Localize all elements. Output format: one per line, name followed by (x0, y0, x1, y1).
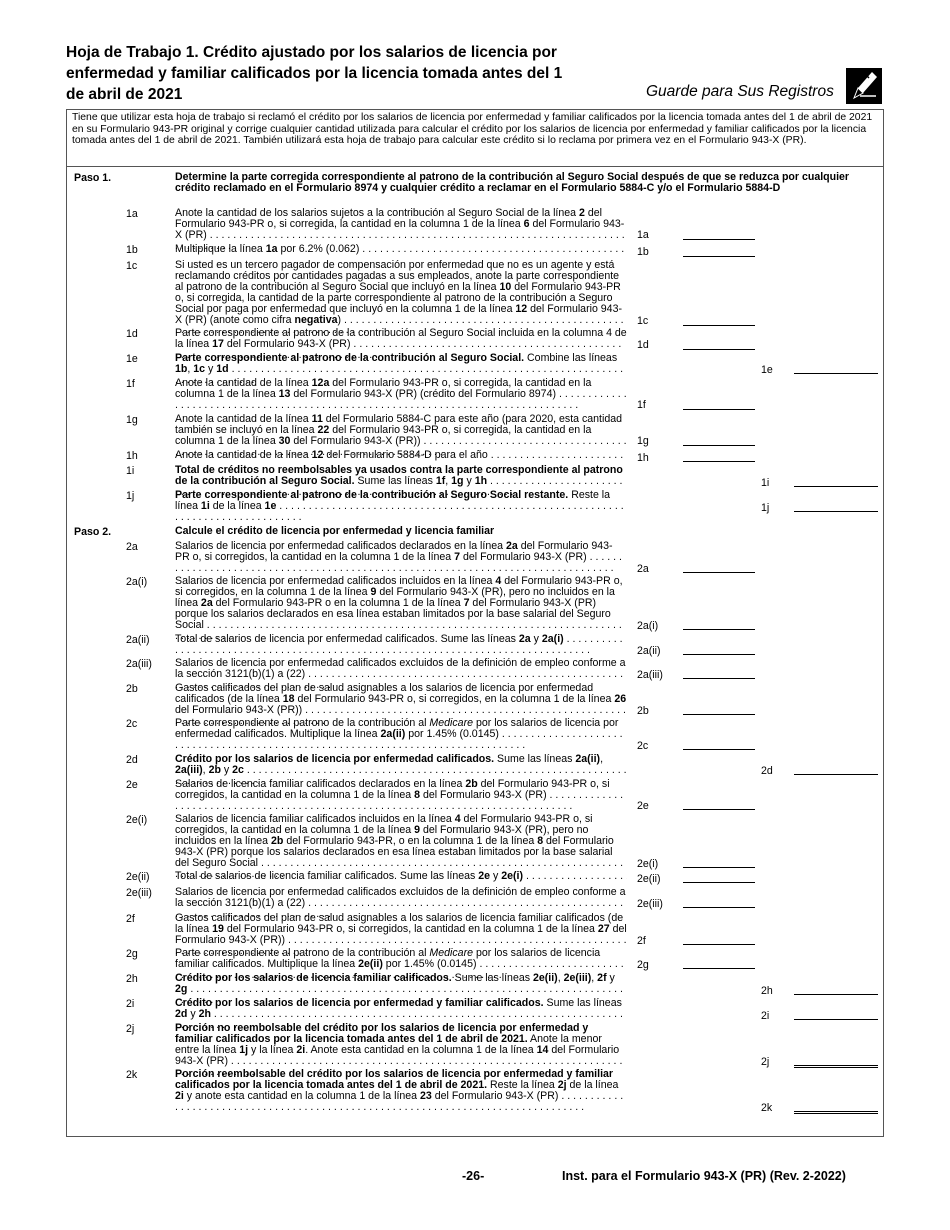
entry-line-1g[interactable] (683, 445, 755, 446)
entry-line-2c[interactable] (683, 749, 755, 750)
entry-line-2g[interactable] (683, 968, 755, 969)
line-number: 2a(i) (126, 576, 148, 588)
step2-label: Paso 2. (74, 526, 112, 538)
title-line-2: enfermedad y familiar calificados por la licencia tomada antes del 1 (66, 65, 563, 82)
entry-line-2k[interactable] (794, 1111, 878, 1114)
step2-heading: Calcule el crédito de licencia por enfermedad y licencia familiar (175, 525, 495, 537)
line-text: Crédito por los salarios de licencia por enfermedad calificados. Sume las líneas 2a(ii), 2a(iii), 2b y 2c . . . (175, 754, 627, 787)
entry-line-1b[interactable] (683, 256, 755, 257)
entry-box-label: 2f (637, 935, 646, 947)
line-text: Salarios de licencia por enfermedad calificados incluidos en la línea 4 del Formulario 943-PR o, si corregidos, en la columna 1 de la línea 9 del Formulario 943-X (PR), pero no incluidos en la línea 2a del Formulario 943-PR o en la columna 1 de la línea 7 del Formulario 943-X (PR) porque los salarios declarados en esa línea estaban limitados por la base salarial del Seguro Social . . . (175, 576, 627, 641)
line-text: Crédito por los salarios de licencia por enfermedad y familiar calificados. Sume las líneas 2d y 2h . . . (175, 998, 627, 1031)
line-text: Anote la cantidad de los salarios sujetos a la contribución al Seguro Social de la línea 2 del Formulario 943-PR o, si corregida, la cantidad en la columna 1 de la línea 6 del Formulario 943-X (PR) . . . (175, 208, 627, 252)
pencil-icon-graphic (846, 68, 882, 104)
line-number: 1b (126, 244, 138, 256)
line-number: 1h (126, 450, 138, 462)
line-number: 2a(ii) (126, 634, 150, 646)
entry-box-label: 1d (637, 339, 649, 351)
entry-box-label: 2b (637, 705, 649, 717)
entry-box-label: 2a(i) (637, 620, 659, 632)
line-text: Parte correspondiente al patrono de la contribución al Seguro Social incluida en la columna 4 de la línea 17 del Formulario 943-X (PR) . . . (175, 328, 627, 361)
entry-line-2e-iii[interactable] (683, 907, 755, 908)
entry-line-2e[interactable] (683, 809, 755, 810)
entry-box-label: 2d (761, 765, 773, 777)
page-number: -26- (462, 1169, 485, 1183)
line-text: Anote la cantidad de la línea 12a del Formulario 943-PR o, si corregida, la cantidad en la columna 1 de la línea 13 del Formulario 943-X (PR) (crédito del Formulario 8974) . . . (175, 378, 627, 411)
line-text: Parte correspondiente al patrono de la contribución al Seguro Social. Combine las líneas 1b, 1c y 1d . . . (175, 353, 627, 386)
entry-line-1i[interactable] (794, 486, 878, 487)
entry-line-2b[interactable] (683, 714, 755, 715)
line-number: 1d (126, 328, 138, 340)
line-number: 2c (126, 718, 138, 730)
entry-box-label: 1a (637, 229, 649, 241)
line-number: 2f (126, 913, 135, 925)
form-reference: Inst. para el Formulario 943-X (PR) (Rev. 2-2022) (562, 1169, 846, 1183)
entry-line-2a-ii[interactable] (683, 654, 755, 655)
line-number: 1e (126, 353, 138, 365)
line-text: Porción no reembolsable del crédito por los salarios de licencia por enfermedad y familiar calificados por la licencia tomada antes del 1 de abril de 2021. Anote la menor entre la línea 1j y la línea 2i. Anote esta cantidad en la columna 1 de la línea 14 del Formulario 943-X (PR) . . . (175, 1023, 627, 1078)
line-text: Parte correspondiente al patrono de la contribución al Seguro Social restante. Reste la línea 1i de la línea 1e . . . (175, 490, 627, 523)
line-text: Anote la cantidad de la línea 12 del Formulario 5884-D para el año . . . (175, 450, 627, 461)
entry-box-label: 1f (637, 399, 646, 411)
entry-line-2f[interactable] (683, 944, 755, 945)
entry-line-1e[interactable] (794, 373, 878, 374)
entry-box-label: 1b (637, 246, 649, 258)
worksheet-title (66, 42, 626, 105)
line-text: Salarios de licencia por enfermedad calificados excluidos de la definición de empleo conforme a la sección 3121(b)(1) a (22) . . . (175, 658, 627, 691)
title-line-3: de abril de 2021 (66, 86, 183, 103)
entry-line-1f[interactable] (683, 409, 755, 410)
entry-box-label: 2h (761, 985, 773, 997)
entry-box-label: 2e(iii) (637, 898, 663, 910)
entry-box-label: 2c (637, 740, 649, 752)
line-text: Salarios de licencia por enfermedad calificados excluidos de la definición de empleo conforme a la sección 3121(b)(1) a (22) . . . (175, 887, 627, 920)
line-text: Total de créditos no reembolsables ya usados contra la parte correspondiente al patrono de la contribución al Seguro Social. Sume las líneas 1f, 1g y 1h . . . (175, 465, 627, 498)
entry-box-label: 1j (761, 502, 770, 514)
intro-paragraph: Tiene que utilizar esta hoja de trabajo si reclamó el crédito por los salarios de licencia por enfermedad y familiar calificados por la licencia tomada antes del 1 de abril de 2021 en su Formulario 943-PR original y corrige cualquier cantidad utilizada para calcular el crédito por los salarios de licencia por enfermedad y familiar calificados por la licencia tomada antes del 1 de abril de 2021. También utilizará esta hoja de trabajo para calcular este crédito si lo reclama por primera vez en el Formulario 943-X (PR). (72, 112, 873, 146)
line-number: 1g (126, 414, 138, 426)
line-text: Crédito por los salarios de licencia familiar calificados. Sume las líneas 2e(ii), 2e(iii), 2f y 2g . . . (175, 973, 627, 1006)
entry-box-label: 2g (637, 959, 649, 971)
line-number: 2a (126, 541, 138, 553)
entry-box-label: 1c (637, 315, 649, 327)
line-number: 2a(iii) (126, 658, 152, 670)
entry-line-2j[interactable] (794, 1065, 878, 1068)
line-text: Parte correspondiente al patrono de la contribución al Medicare por los salarios de licencia por enfermedad calificados. Multiplique la línea 2a(ii) por 1.45% (0.0145) . . . (175, 718, 627, 751)
line-text: Multiplique la línea 1a por 6.2% (0.062) . . . (175, 244, 627, 255)
entry-line-2a[interactable] (683, 572, 755, 573)
line-text: Total de salarios de licencia familiar calificados. Sume las líneas 2e y 2e(i) . . . (175, 871, 627, 882)
entry-box-label: 1e (761, 364, 773, 376)
entry-line-1d[interactable] (683, 349, 755, 350)
entry-box-label: 1h (637, 452, 649, 464)
entry-line-2e-ii[interactable] (683, 882, 755, 883)
entry-line-2a-i[interactable] (683, 629, 755, 630)
entry-line-1a[interactable] (683, 239, 755, 240)
entry-line-1c[interactable] (683, 325, 755, 326)
entry-box-label: 2j (761, 1056, 770, 1068)
keep-for-records-label: Guarde para Sus Registros (646, 83, 834, 100)
line-text: Anote la cantidad de la línea 11 del Formulario 5884-C para este año (para 2020, esta cantidad también se incluyó en la línea 22 del Formulario 943-PR o, si corregida, la cantidad en la columna 1 de la línea 30 del Formulario 943-X (PR)) . . . (175, 414, 627, 458)
line-text: Porción reembolsable del crédito por los salarios de licencia por enfermedad y familiar calificados por la licencia tomada antes del 1 de abril de 2021. Reste la línea 2j de la línea 2i y anote esta cantidad en la columna 1 de la línea 23 del Formulario 943-X (PR) . . . (175, 1069, 627, 1113)
entry-line-2d[interactable] (794, 774, 878, 775)
entry-line-1h[interactable] (683, 461, 755, 462)
line-number: 1j (126, 490, 135, 502)
step1-label: Paso 1. (74, 172, 112, 184)
entry-box-label: 2e (637, 800, 649, 812)
title-line-1: Hoja de Trabajo 1. Crédito ajustado por los salarios de licencia por (66, 44, 557, 61)
entry-line-2i[interactable] (794, 1019, 878, 1020)
entry-line-2h[interactable] (794, 994, 878, 995)
line-text: Total de salarios de licencia por enfermedad calificados. Sume las líneas 2a y 2a(i) . . . (175, 634, 627, 656)
line-text: Gastos calificados del plan de salud asignables a los salarios de licencia por enfermedad calificados (de la línea 18 del Formulario 943-PR o, si corregidos, en la columna 1 de la línea 26 del Formulario 943-X (PR)) . . . (175, 683, 627, 727)
entry-box-label: 1i (761, 477, 770, 489)
entry-box-label: 2e(i) (637, 858, 659, 870)
line-number: 2h (126, 973, 138, 985)
line-number: 2e(ii) (126, 871, 150, 883)
line-text: Salarios de licencia familiar calificados incluidos en la línea 4 del Formulario 943-PR o, si corregidos, la cantidad en la columna 1 de la línea 9 del Formulario 943-X (PR), pero no incluidos en la línea 2b del Formulario 943-PR, o en la columna 1 de la línea 8 del Formulario 943-X (PR) porque los salarios declarados en esa línea estaban limitados por la base salarial del Seguro Social . . . (175, 814, 627, 879)
entry-box-label: 2a(ii) (637, 645, 661, 657)
line-text: Salarios de licencia por enfermedad calificados declarados en la línea 2a del Formulario 943-PR o, si corregidos, la cantidad en la columna 1 de la línea 7 del Formulario 943-X (PR) . . . (175, 541, 627, 574)
entry-line-1j[interactable] (794, 511, 878, 512)
line-number: 2e(i) (126, 814, 148, 826)
line-number: 2e(iii) (126, 887, 152, 899)
line-number: 1i (126, 465, 135, 477)
entry-box-label: 2e(ii) (637, 873, 661, 885)
entry-box-label: 2a (637, 563, 649, 575)
line-number: 2g (126, 948, 138, 960)
line-text: Si usted es un tercero pagador de compensación por enfermedad que no es un agente y está reclamando créditos por cantidades pagadas a sus empleados, anote la parte correspondiente al patrono de la contribución al Seguro Social que incluyó en la línea 10 del Formulario 943-PR o, si corregida, la cantidad de la parte correspondiente al patrono de la contribución a Seguro Social por paga por enfermedad que incluyó en la columna 1 de la línea 12 del Formulario 943-X (PR) (anote como cifra negativa) . . . (175, 260, 627, 336)
entry-box-label: 2a(iii) (637, 669, 663, 681)
entry-box-label: 1g (637, 435, 649, 447)
line-number: 2b (126, 683, 138, 695)
line-number: 2e (126, 779, 138, 791)
intro-divider (66, 166, 884, 167)
line-number: 2k (126, 1069, 138, 1081)
line-number: 2d (126, 754, 138, 766)
line-number: 1a (126, 208, 138, 220)
entry-box-label: 2i (761, 1010, 770, 1022)
line-text: Parte correspondiente al patrono de la contribución al Medicare por los salarios de licencia familiar calificados. Multiplique la línea 2e(ii) por 1.45% (0.0145) . . . (175, 948, 627, 981)
step1-heading: Determine la parte corregida correspondiente al patrono de la contribución al Seguro Social después de que se reduzca por cualquier crédito reclamado en el Formulario 8974 y cualquier crédito a reclamar en el Formulario 5884-C y/o el Formulario 5884-D (175, 171, 850, 194)
entry-line-2a-iii[interactable] (683, 678, 755, 679)
line-text: Salarios de licencia familiar calificados declarados en la línea 2b del Formulario 943-PR o, si corregidos, la cantidad en la columna 1 de la línea 8 del Formulario 943-X (PR) . . . (175, 779, 627, 812)
line-text: Gastos calificados del plan de salud asignables a los salarios de licencia familiar calificados (de la línea 19 del Formulario 943-PR o, si corregidos, la cantidad en la columna 1 de la línea 27 del Formulario 943-X (PR)) . . . (175, 913, 627, 957)
line-number: 2j (126, 1023, 135, 1035)
pencil-icon (846, 68, 882, 104)
entry-line-2e-i[interactable] (683, 867, 755, 868)
line-number: 1f (126, 378, 135, 390)
line-number: 2i (126, 998, 135, 1010)
entry-box-label: 2k (761, 1102, 773, 1114)
line-number: 1c (126, 260, 138, 272)
